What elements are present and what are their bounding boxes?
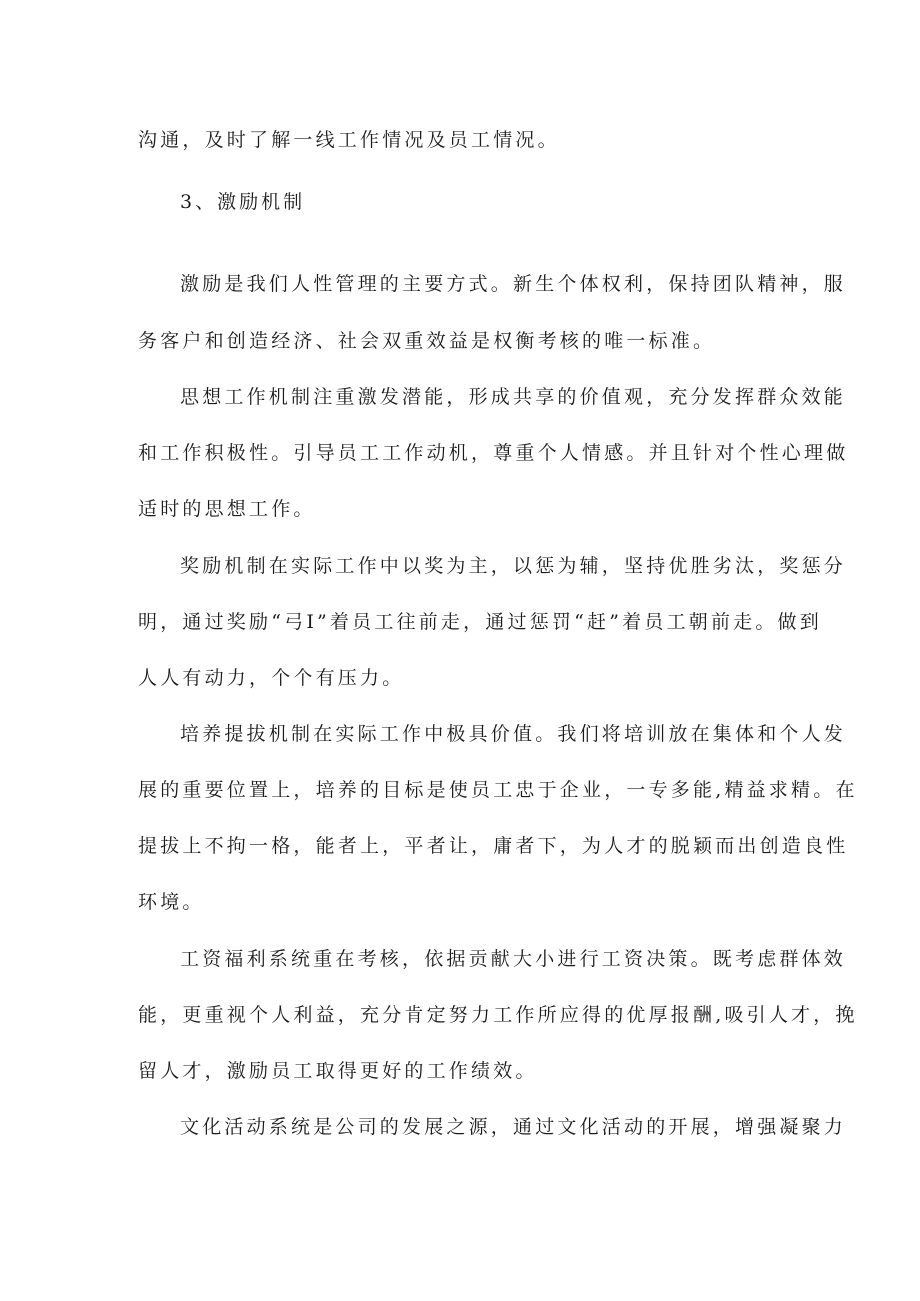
paragraph-line: 工资福利系统重在考核，依据贡献大小进行工资决策。既考虑群体效 <box>180 948 847 970</box>
paragraph-line: 能，更重视个人利益，充分肯定努力工作所应得的优厚报酬,吸引人才，挽 <box>138 1004 858 1026</box>
section-heading: 3、激励机制 <box>180 191 306 213</box>
paragraph-line: 沟通，及时了解一线工作情况及员工情况。 <box>138 129 560 151</box>
paragraph-line: 适时的思想工作。 <box>138 498 316 520</box>
paragraph-line: 环境。 <box>138 891 205 913</box>
paragraph-line: 人人有动力，个个有压力。 <box>138 667 405 689</box>
paragraph-line: 展的重要位置上，培养的目标是使员工忠于企业，一专多能,精益求精。在 <box>138 779 858 801</box>
paragraph-line: 务客户和创造经济、社会双重效益是权衡考核的唯一标准。 <box>138 330 716 352</box>
paragraph-line: 培养提拔机制在实际工作中极具价值。我们将培训放在集体和个人发 <box>180 723 847 745</box>
paragraph-line: 激励是我们人性管理的主要方式。新生个体权利，保持团队精神，服 <box>180 273 847 295</box>
paragraph-line: 和工作积极性。引导员工工作动机，尊重个人情感。并且针对个性心理做 <box>138 442 849 464</box>
paragraph-line: 留人才，激励员工取得更好的工作绩效。 <box>138 1060 538 1082</box>
paragraph-line: 奖励机制在实际工作中以奖为主，以惩为辅，坚持优胜劣汰，奖惩分 <box>180 555 847 577</box>
paragraph-line: 提拔上不拘一格，能者上，平者让，庸者下，为人才的脱颖而出创造良性 <box>138 835 849 857</box>
paragraph-line: 明，通过奖励“弓I”着员工往前走，通过惩罚“赶”着员工朝前走。做到 <box>138 611 822 633</box>
paragraph-line: 文化活动系统是公司的发展之源，通过文化活动的开展，增强凝聚力 <box>180 1116 847 1138</box>
paragraph-line: 思想工作机制注重激发潜能，形成共享的价值观，充分发挥群众效能 <box>180 386 847 408</box>
